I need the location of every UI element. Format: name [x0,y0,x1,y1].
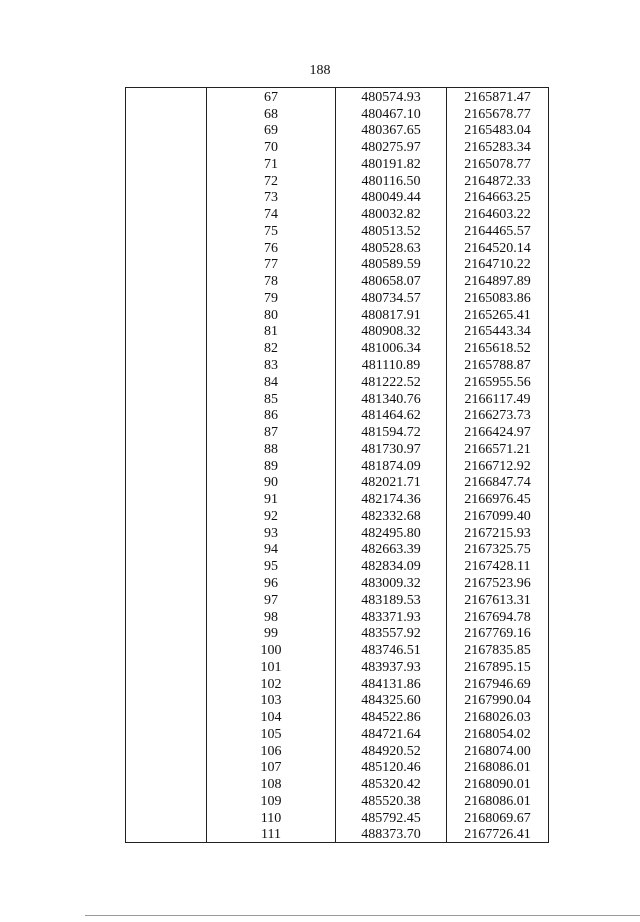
table-row [126,641,549,658]
table-row [126,356,549,373]
y-coordinate-cell: 2168086.01 [464,793,531,809]
x-coordinate-cell: 481730.97 [336,440,447,457]
point-number-cell: 107 [207,759,336,776]
point-number-cell: 96 [207,574,336,591]
y-coordinate-cell: 2165265.41 [464,307,531,323]
table-row [126,541,549,558]
table-row [126,189,549,206]
table-row [126,105,549,122]
x-coordinate-cell: 485120.46 [336,759,447,776]
y-coordinate-cell: 2166117.49 [464,391,531,407]
table-row [126,306,549,323]
table-row [126,490,549,507]
x-coordinate-cell: 484325.60 [336,692,447,709]
empty-cell [126,675,207,692]
y-coordinate-cell: 2165955.56 [464,374,531,390]
table-row [126,239,549,256]
x-coordinate-cell: 480734.57 [336,289,447,306]
y-coordinate-cell: 2165283.34 [464,140,531,156]
empty-cell [126,138,207,155]
table-row [126,289,549,306]
empty-cell [126,775,207,792]
x-coordinate-cell: 480513.52 [336,222,447,239]
point-number-cell: 72 [207,172,336,189]
empty-cell [126,256,207,273]
point-number-cell: 86 [207,407,336,424]
point-number-cell: 101 [207,658,336,675]
point-number-cell: 103 [207,692,336,709]
x-coordinate-cell: 480367.65 [336,122,447,139]
table-row [126,759,549,776]
point-number-cell: 78 [207,272,336,289]
point-number-cell: 84 [207,373,336,390]
y-coordinate-cell: 2164465.57 [464,223,531,239]
empty-cell [126,658,207,675]
empty-cell [126,792,207,809]
empty-cell [126,239,207,256]
y-coordinate-cell: 2166273.73 [464,408,531,424]
point-number-cell: 108 [207,775,336,792]
empty-cell [126,457,207,474]
x-coordinate-cell: 481874.09 [336,457,447,474]
point-number-cell: 99 [207,625,336,642]
point-number-cell: 85 [207,390,336,407]
point-number-cell: 104 [207,708,336,725]
empty-cell [126,306,207,323]
x-coordinate-cell: 480116.50 [336,172,447,189]
point-number-cell: 83 [207,356,336,373]
x-coordinate-cell: 482663.39 [336,541,447,558]
y-coordinate-cell: 2168074.00 [464,743,531,759]
table-row [126,792,549,809]
empty-cell [126,759,207,776]
y-coordinate-cell: 2167895.15 [464,659,531,675]
x-coordinate-cell: 480589.59 [336,256,447,273]
empty-cell [126,541,207,558]
point-number-cell: 89 [207,457,336,474]
empty-cell [126,507,207,524]
x-coordinate-cell: 481340.76 [336,390,447,407]
empty-cell [126,105,207,122]
empty-cell [126,339,207,356]
y-coordinate-cell: 2164897.89 [464,274,531,290]
table-row [126,742,549,759]
x-coordinate-cell: 480908.32 [336,323,447,340]
table-row [126,507,549,524]
empty-cell [126,591,207,608]
y-coordinate-cell: 2168090.01 [464,777,531,793]
table-row [126,323,549,340]
table-row [126,457,549,474]
empty-cell [126,524,207,541]
x-coordinate-cell: 482021.71 [336,474,447,491]
table-row [126,138,549,155]
point-number-cell: 75 [207,222,336,239]
empty-cell [126,272,207,289]
table-row [126,373,549,390]
table-row [126,205,549,222]
table-row [126,557,549,574]
point-number-cell: 100 [207,641,336,658]
point-number-cell: 82 [207,339,336,356]
x-coordinate-cell: 481222.52 [336,373,447,390]
table-row [126,423,549,440]
x-coordinate-cell: 481006.34 [336,339,447,356]
x-coordinate-cell: 480658.07 [336,272,447,289]
y-coordinate-cell: 2165083.86 [464,290,531,306]
y-coordinate-cell: 2168069.67 [464,810,531,826]
table-row [126,692,549,709]
x-coordinate-cell: 480574.93 [336,88,447,105]
y-coordinate-cell: 2166424.97 [464,425,531,441]
x-coordinate-cell: 481594.72 [336,423,447,440]
point-number-cell: 80 [207,306,336,323]
y-coordinate-cell: 2167990.04 [464,693,531,709]
y-coordinate-cell: 2164663.25 [464,190,531,206]
empty-cell [126,826,207,843]
point-number-cell: 97 [207,591,336,608]
y-coordinate-cell: 2168086.01 [464,760,531,776]
point-number-cell: 92 [207,507,336,524]
x-coordinate-cell: 485320.42 [336,775,447,792]
point-number-cell: 109 [207,792,336,809]
point-number-cell: 70 [207,138,336,155]
point-number-cell: 105 [207,725,336,742]
empty-cell [126,423,207,440]
empty-cell [126,557,207,574]
x-coordinate-cell: 484522.86 [336,708,447,725]
point-number-cell: 69 [207,122,336,139]
y-coordinate-cell: 2167946.69 [464,676,531,692]
x-coordinate-cell: 481464.62 [336,407,447,424]
empty-cell [126,122,207,139]
point-number-cell: 102 [207,675,336,692]
table-row [126,222,549,239]
table-row [126,155,549,172]
y-coordinate-cell: 2166571.21 [464,441,531,457]
y-coordinate-cell: 2166712.92 [464,458,531,474]
empty-cell [126,289,207,306]
point-number-cell: 87 [207,423,336,440]
table-row [126,440,549,457]
x-coordinate-cell: 484920.52 [336,742,447,759]
y-coordinate-cell: 2167523.96 [464,575,531,591]
empty-cell [126,390,207,407]
x-coordinate-cell: 485520.38 [336,792,447,809]
y-coordinate-cell: 2165788.87 [464,358,531,374]
x-coordinate-cell: 483557.92 [336,625,447,642]
x-coordinate-cell: 482332.68 [336,507,447,524]
empty-cell [126,490,207,507]
empty-cell [126,692,207,709]
empty-cell [126,407,207,424]
y-coordinate-cell: 2165078.77 [464,156,531,172]
empty-cell [126,574,207,591]
empty-cell [126,742,207,759]
point-number-cell: 111 [207,826,336,843]
point-number-cell: 88 [207,440,336,457]
table-row [126,591,549,608]
table-row [126,826,549,843]
y-coordinate-cell: 2167726.41 [464,827,531,843]
x-coordinate-cell: 480528.63 [336,239,447,256]
y-coordinate-cell: 2168026.03 [464,710,531,726]
empty-cell [126,88,207,105]
empty-cell [126,608,207,625]
table-row [126,725,549,742]
point-number-cell: 98 [207,608,336,625]
empty-cell [126,373,207,390]
point-number-cell: 73 [207,189,336,206]
table-row [126,708,549,725]
table-row [126,272,549,289]
empty-cell [126,641,207,658]
table-row [126,608,549,625]
empty-cell [126,708,207,725]
point-number-cell: 74 [207,205,336,222]
y-coordinate-cell: 2167835.85 [464,643,531,659]
empty-cell [126,440,207,457]
x-coordinate-cell: 482174.36 [336,490,447,507]
y-coordinate-cell: 2165871.47 [464,89,531,105]
y-coordinate-cell: 2167613.31 [464,592,531,608]
x-coordinate-cell: 480032.82 [336,205,447,222]
y-coordinate-cell: 2167325.75 [464,542,531,558]
point-number-cell: 94 [207,541,336,558]
x-coordinate-cell: 481110.89 [336,356,447,373]
x-coordinate-cell: 483937.93 [336,658,447,675]
y-coordinate-cell: 2165443.34 [464,324,531,340]
empty-cell [126,155,207,172]
y-coordinate-cell: 2167099.40 [464,508,531,524]
y-coordinate-cell: 2164520.14 [464,240,531,256]
x-coordinate-cell: 485792.45 [336,809,447,826]
table-body [126,88,549,843]
table-row [126,524,549,541]
table-row [126,675,549,692]
empty-cell [126,189,207,206]
point-number-cell: 79 [207,289,336,306]
y-coordinate-cell: 2165678.77 [464,106,531,122]
y-coordinate-cell: 2166847.74 [464,475,531,491]
x-coordinate-cell: 480817.91 [336,306,447,323]
empty-cell [126,172,207,189]
point-number-cell: 67 [207,88,336,105]
y-coordinate-cell: 2167428.11 [464,559,531,575]
table-row [126,625,549,642]
point-number-cell: 81 [207,323,336,340]
y-coordinate-cell: 2165483.04 [464,123,531,139]
table-row [126,122,549,139]
y-coordinate-cell: 2167215.93 [464,525,531,541]
point-number-cell: 77 [207,256,336,273]
empty-cell [126,725,207,742]
point-number-cell: 90 [207,474,336,491]
page-bottom-rule [85,915,640,916]
x-coordinate-cell: 484131.86 [336,675,447,692]
empty-cell [126,222,207,239]
x-coordinate-cell: 483746.51 [336,641,447,658]
table-row [126,339,549,356]
point-number-cell: 93 [207,524,336,541]
y-coordinate-cell: 2164710.22 [464,257,531,273]
x-coordinate-cell: 484721.64 [336,725,447,742]
y-coordinate-cell: 2164872.33 [464,173,531,189]
point-number-cell: 95 [207,557,336,574]
empty-cell [126,625,207,642]
point-number-cell: 68 [207,105,336,122]
y-coordinate-cell: 2164603.22 [464,207,531,223]
point-number-cell: 76 [207,239,336,256]
x-coordinate-cell: 482495.80 [336,524,447,541]
x-coordinate-cell: 488373.70 [336,826,447,843]
point-number-cell: 71 [207,155,336,172]
y-coordinate-cell: 2165618.52 [464,341,531,357]
x-coordinate-cell: 483189.53 [336,591,447,608]
x-coordinate-cell: 480049.44 [336,189,447,206]
table-row [126,88,549,105]
empty-cell [126,205,207,222]
page-number: 188 [309,63,331,78]
x-coordinate-cell: 482834.09 [336,557,447,574]
x-coordinate-cell: 480275.97 [336,138,447,155]
y-coordinate-cell: 2167694.78 [464,609,531,625]
table-row [126,658,549,675]
x-coordinate-cell: 483009.32 [336,574,447,591]
empty-cell [126,474,207,491]
y-coordinate-cell: 2167769.16 [464,626,531,642]
table-row [126,574,549,591]
table-row [126,172,549,189]
table-row [126,390,549,407]
table-row [126,474,549,491]
table-row [126,407,549,424]
y-coordinate-cell: 2168054.02 [464,726,531,742]
point-number-cell: 106 [207,742,336,759]
table-row [126,775,549,792]
empty-cell [126,809,207,826]
x-coordinate-cell: 480467.10 [336,105,447,122]
empty-cell [126,356,207,373]
x-coordinate-cell: 483371.93 [336,608,447,625]
point-number-cell: 110 [207,809,336,826]
y-coordinate-cell: 2166976.45 [464,492,531,508]
x-coordinate-cell: 480191.82 [336,155,447,172]
point-number-cell: 91 [207,490,336,507]
empty-cell [126,323,207,340]
table-row [126,256,549,273]
table-row [126,809,549,826]
coordinate-table [125,87,549,843]
